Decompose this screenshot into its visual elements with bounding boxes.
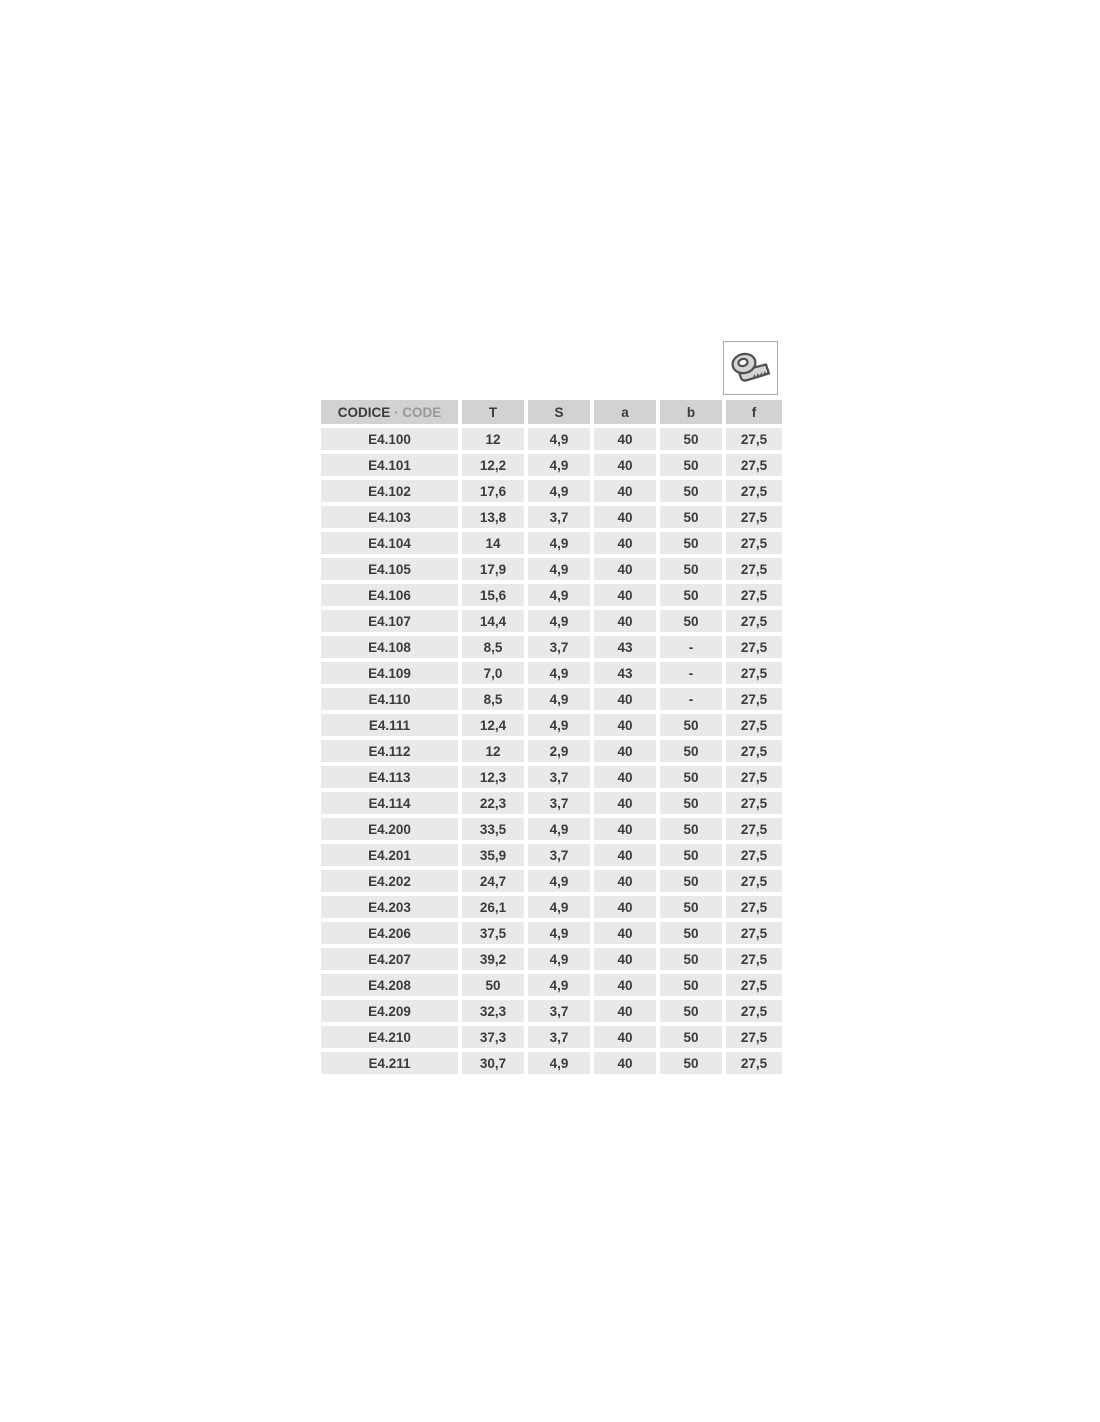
value-cell: 4,9 (528, 948, 590, 970)
value-cell: 50 (660, 818, 722, 840)
value-cell: 50 (660, 714, 722, 736)
spec-table (317, 396, 786, 1078)
code-cell: E4.112 (321, 740, 458, 762)
value-cell: 40 (594, 1026, 656, 1048)
value-cell: 50 (660, 974, 722, 996)
value-cell: 39,2 (462, 948, 524, 970)
value-cell: 27,5 (726, 1000, 782, 1022)
value-cell: 50 (660, 870, 722, 892)
value-cell: 4,9 (528, 558, 590, 580)
value-cell: 17,9 (462, 558, 524, 580)
value-cell: 3,7 (528, 766, 590, 788)
value-cell: 24,7 (462, 870, 524, 892)
value-cell: 50 (660, 766, 722, 788)
table-row (321, 428, 782, 450)
value-cell: 50 (660, 740, 722, 762)
value-cell: 40 (594, 584, 656, 606)
table-row (321, 766, 782, 788)
value-cell: 2,9 (528, 740, 590, 762)
value-cell: 3,7 (528, 1026, 590, 1048)
value-cell: 27,5 (726, 454, 782, 476)
value-cell: 50 (660, 792, 722, 814)
value-cell: 27,5 (726, 870, 782, 892)
value-cell: 27,5 (726, 792, 782, 814)
value-cell: 3,7 (528, 636, 590, 658)
value-cell: 27,5 (726, 428, 782, 450)
value-cell: 50 (660, 896, 722, 918)
code-cell: E4.203 (321, 896, 458, 918)
table-row (321, 558, 782, 580)
table-row (321, 454, 782, 476)
value-cell: 27,5 (726, 532, 782, 554)
code-cell: E4.113 (321, 766, 458, 788)
value-cell: 3,7 (528, 844, 590, 866)
table-row (321, 480, 782, 502)
code-cell: E4.103 (321, 506, 458, 528)
table-row (321, 1000, 782, 1022)
value-cell: 17,6 (462, 480, 524, 502)
value-cell: 50 (660, 558, 722, 580)
value-cell: 27,5 (726, 688, 782, 710)
value-cell: - (660, 662, 722, 684)
value-cell: 4,9 (528, 870, 590, 892)
value-cell: 30,7 (462, 1052, 524, 1074)
column-header-a: a (594, 400, 656, 424)
value-cell: 37,3 (462, 1026, 524, 1048)
value-cell: 4,9 (528, 818, 590, 840)
code-header-secondary: CODE (402, 404, 442, 420)
code-cell: E4.211 (321, 1052, 458, 1074)
table-row (321, 1052, 782, 1074)
value-cell: 12,4 (462, 714, 524, 736)
column-header-S: S (528, 400, 590, 424)
table-row (321, 688, 782, 710)
value-cell: 40 (594, 558, 656, 580)
value-cell: 40 (594, 714, 656, 736)
value-cell: 27,5 (726, 1026, 782, 1048)
value-cell: 40 (594, 428, 656, 450)
table-row (321, 610, 782, 632)
code-cell: E4.111 (321, 714, 458, 736)
value-cell: 40 (594, 506, 656, 528)
value-cell: 4,9 (528, 662, 590, 684)
value-cell: 3,7 (528, 506, 590, 528)
table-row (321, 506, 782, 528)
column-header-b: b (660, 400, 722, 424)
measuring-tape-icon (729, 348, 773, 388)
table-row (321, 844, 782, 866)
value-cell: 4,9 (528, 974, 590, 996)
value-cell: 27,5 (726, 844, 782, 866)
table-row (321, 948, 782, 970)
value-cell: 40 (594, 1000, 656, 1022)
code-cell: E4.102 (321, 480, 458, 502)
code-cell: E4.209 (321, 1000, 458, 1022)
table-row (321, 792, 782, 814)
value-cell: 14 (462, 532, 524, 554)
value-cell: 26,1 (462, 896, 524, 918)
value-cell: 33,5 (462, 818, 524, 840)
value-cell: 4,9 (528, 480, 590, 502)
value-cell: 12 (462, 740, 524, 762)
code-cell: E4.210 (321, 1026, 458, 1048)
code-header-separator: · (394, 404, 399, 420)
code-cell: E4.201 (321, 844, 458, 866)
value-cell: 50 (660, 428, 722, 450)
value-cell: 27,5 (726, 818, 782, 840)
value-cell: 50 (660, 1000, 722, 1022)
value-cell: 50 (660, 922, 722, 944)
value-cell: 40 (594, 480, 656, 502)
measuring-tape-icon-box (723, 341, 778, 395)
value-cell: 12,2 (462, 454, 524, 476)
value-cell: 50 (660, 480, 722, 502)
value-cell: 32,3 (462, 1000, 524, 1022)
code-cell: E4.100 (321, 428, 458, 450)
value-cell: 40 (594, 740, 656, 762)
table-row (321, 636, 782, 658)
code-cell: E4.101 (321, 454, 458, 476)
table-row (321, 662, 782, 684)
value-cell: - (660, 636, 722, 658)
value-cell: 4,9 (528, 428, 590, 450)
value-cell: 27,5 (726, 480, 782, 502)
value-cell: 35,9 (462, 844, 524, 866)
table-row (321, 584, 782, 606)
value-cell: 27,5 (726, 922, 782, 944)
value-cell: 40 (594, 688, 656, 710)
code-cell: E4.107 (321, 610, 458, 632)
table-body (321, 428, 782, 1074)
value-cell: 27,5 (726, 506, 782, 528)
column-header-f: f (726, 400, 782, 424)
value-cell: 40 (594, 896, 656, 918)
value-cell: 40 (594, 532, 656, 554)
value-cell: 4,9 (528, 454, 590, 476)
code-cell: E4.206 (321, 922, 458, 944)
value-cell: 40 (594, 844, 656, 866)
value-cell: 14,4 (462, 610, 524, 632)
value-cell: 4,9 (528, 584, 590, 606)
value-cell: 40 (594, 974, 656, 996)
value-cell: 40 (594, 948, 656, 970)
header-row (321, 400, 782, 424)
value-cell: 8,5 (462, 636, 524, 658)
value-cell: 12,3 (462, 766, 524, 788)
value-cell: 4,9 (528, 1052, 590, 1074)
code-cell: E4.105 (321, 558, 458, 580)
value-cell: 50 (462, 974, 524, 996)
value-cell: 27,5 (726, 662, 782, 684)
value-cell: 43 (594, 662, 656, 684)
table-row (321, 1026, 782, 1048)
value-cell: 50 (660, 584, 722, 606)
value-cell: 43 (594, 636, 656, 658)
table-row (321, 714, 782, 736)
column-header-T: T (462, 400, 524, 424)
value-cell: 40 (594, 1052, 656, 1074)
value-cell: 50 (660, 844, 722, 866)
value-cell: 8,5 (462, 688, 524, 710)
value-cell: 3,7 (528, 792, 590, 814)
table-row (321, 532, 782, 554)
value-cell: 50 (660, 532, 722, 554)
code-cell: E4.207 (321, 948, 458, 970)
value-cell: 27,5 (726, 558, 782, 580)
value-cell: 50 (660, 1052, 722, 1074)
table-row (321, 974, 782, 996)
table-row (321, 740, 782, 762)
value-cell: 40 (594, 610, 656, 632)
code-cell: E4.208 (321, 974, 458, 996)
value-cell: 40 (594, 454, 656, 476)
value-cell: 50 (660, 610, 722, 632)
code-column-header (321, 400, 458, 424)
value-cell: 27,5 (726, 896, 782, 918)
value-cell: 4,9 (528, 610, 590, 632)
value-cell: 7,0 (462, 662, 524, 684)
code-cell: E4.104 (321, 532, 458, 554)
table-row (321, 896, 782, 918)
value-cell: 13,8 (462, 506, 524, 528)
value-cell: 15,6 (462, 584, 524, 606)
value-cell: 27,5 (726, 636, 782, 658)
code-header-primary: CODICE (337, 404, 391, 420)
code-cell: E4.202 (321, 870, 458, 892)
value-cell: 40 (594, 792, 656, 814)
value-cell: 50 (660, 454, 722, 476)
value-cell: 4,9 (528, 896, 590, 918)
value-cell: 27,5 (726, 610, 782, 632)
value-cell: 37,5 (462, 922, 524, 944)
value-cell: 27,5 (726, 584, 782, 606)
table-row (321, 870, 782, 892)
value-cell: 27,5 (726, 714, 782, 736)
table-row (321, 818, 782, 840)
value-cell: 40 (594, 766, 656, 788)
code-cell: E4.106 (321, 584, 458, 606)
value-cell: 22,3 (462, 792, 524, 814)
value-cell: 4,9 (528, 922, 590, 944)
code-cell: E4.114 (321, 792, 458, 814)
value-cell: 40 (594, 870, 656, 892)
value-cell: 4,9 (528, 714, 590, 736)
code-cell: E4.110 (321, 688, 458, 710)
value-cell: 50 (660, 948, 722, 970)
code-cell: E4.109 (321, 662, 458, 684)
value-cell: 27,5 (726, 974, 782, 996)
value-cell: 27,5 (726, 1052, 782, 1074)
table-header (321, 400, 782, 424)
value-cell: 40 (594, 818, 656, 840)
value-cell: 27,5 (726, 766, 782, 788)
value-cell: 50 (660, 1026, 722, 1048)
value-cell: 27,5 (726, 740, 782, 762)
code-cell: E4.200 (321, 818, 458, 840)
value-cell: - (660, 688, 722, 710)
table-row (321, 922, 782, 944)
value-cell: 27,5 (726, 948, 782, 970)
code-cell: E4.108 (321, 636, 458, 658)
value-cell: 40 (594, 922, 656, 944)
value-cell: 3,7 (528, 1000, 590, 1022)
value-cell: 4,9 (528, 688, 590, 710)
value-cell: 4,9 (528, 532, 590, 554)
value-cell: 12 (462, 428, 524, 450)
value-cell: 50 (660, 506, 722, 528)
